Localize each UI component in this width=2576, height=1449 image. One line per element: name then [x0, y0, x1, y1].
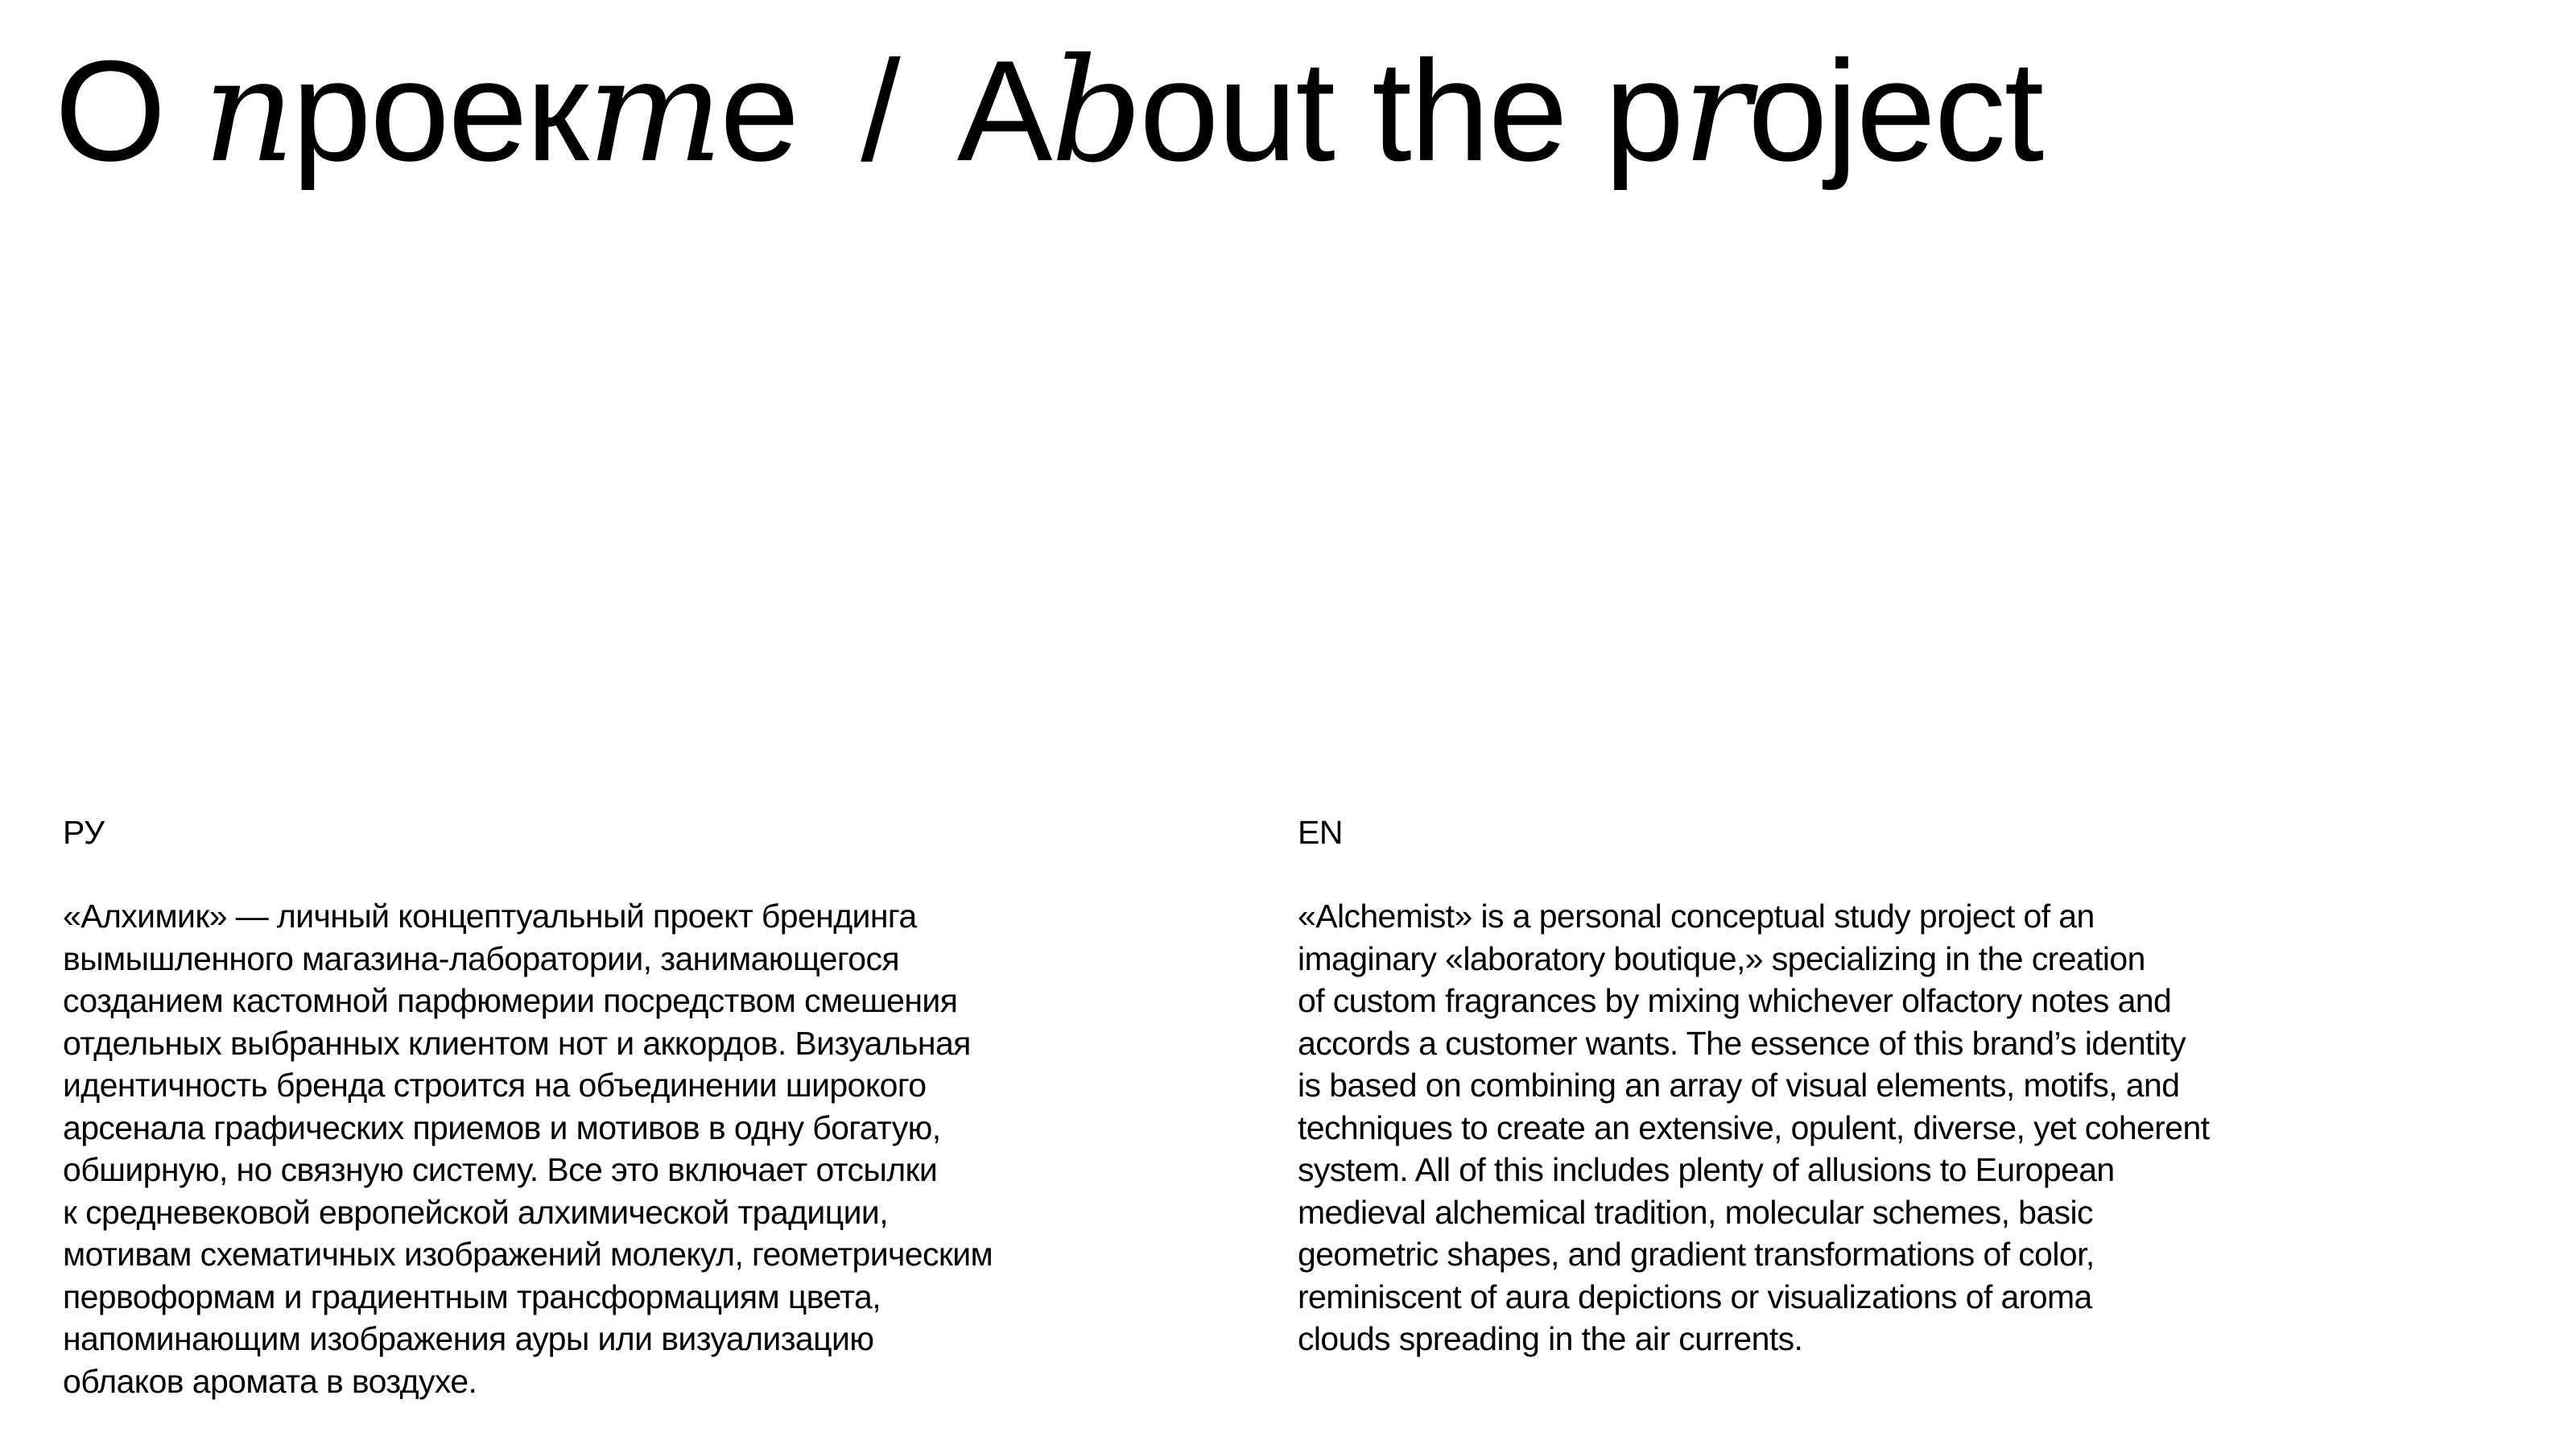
text-line: imaginary «laboratory boutique,» specializing in the creation [1298, 939, 2145, 977]
title-ru-italic-letter: т [587, 27, 720, 194]
title-separator: / [861, 31, 899, 191]
text-line: первоформам и градиентным трансформациям цвета, [63, 1278, 881, 1315]
russian-description [63, 895, 993, 1402]
title-en-part: oject [1748, 31, 2043, 191]
title-en-part: out the p [1139, 31, 1683, 191]
text-line: system. All of this includes plenty of allusions to European [1298, 1151, 2115, 1188]
text-line: к средневековой европейской алхимической традиции, [63, 1193, 888, 1231]
text-line: вымышленного магазина-лаборатории, занимающегося [63, 939, 899, 977]
text-line: созданием кастомной парфюмерии посредством смешения [63, 982, 958, 1019]
text-line: отдельных выбранных клиентом нот и аккордов. Визуальная [63, 1024, 971, 1062]
text-line: идентичность бренда строится на объединении широкого [63, 1067, 927, 1104]
english-label: EN [1298, 814, 1343, 851]
text-line: clouds spreading in the air currents. [1298, 1320, 1803, 1357]
title-en-italic-letter: r [1682, 27, 1748, 194]
text-line: напоминающим изображения ауры или визуализацию [63, 1320, 874, 1357]
text-line: medieval alchemical tradition, molecular schemes, basic [1298, 1193, 2093, 1231]
title-ru-part: роек [291, 31, 588, 191]
text-line: арсенала графических приемов и мотивов в одну богатую, [63, 1108, 941, 1146]
text-line: accords a customer wants. The essence of this brand’s identity [1298, 1024, 2186, 1062]
title-en-italic-letter: b [1051, 27, 1140, 194]
text-line: обширную, но связную систему. Все это включает отсылки [63, 1151, 938, 1188]
title-ru-part: О [55, 31, 203, 191]
title-ru-part: е [720, 31, 799, 191]
text-line: облаков аромата в воздухе. [63, 1362, 477, 1400]
text-line: is based on combining an array of visual elements, motifs, and [1298, 1067, 2180, 1104]
english-column [1298, 811, 2210, 1360]
title-en-part: A [956, 31, 1051, 191]
text-line: of custom fragrances by mixing whichever olfactory notes and [1298, 982, 2172, 1019]
russian-column [63, 811, 993, 1402]
page-title [55, 29, 2042, 194]
text-line: «Алхимик» — личный концептуальный проект брендинга [63, 898, 917, 935]
english-description [1298, 895, 2210, 1360]
text-line: «Alchemist» is a personal conceptual study project of an [1298, 898, 2095, 935]
text-line: geometric shapes, and gradient transformations of color, [1298, 1236, 2095, 1273]
title-ru-italic-letter: п [202, 27, 292, 194]
text-line: techniques to create an extensive, opulent, diverse, yet coherent [1298, 1108, 2210, 1146]
text-line: reminiscent of aura depictions or visualizations of aroma [1298, 1278, 2092, 1315]
text-line: мотивам схематичных изображений молекул, геометрическим [63, 1236, 993, 1273]
russian-label: РУ [63, 814, 105, 851]
